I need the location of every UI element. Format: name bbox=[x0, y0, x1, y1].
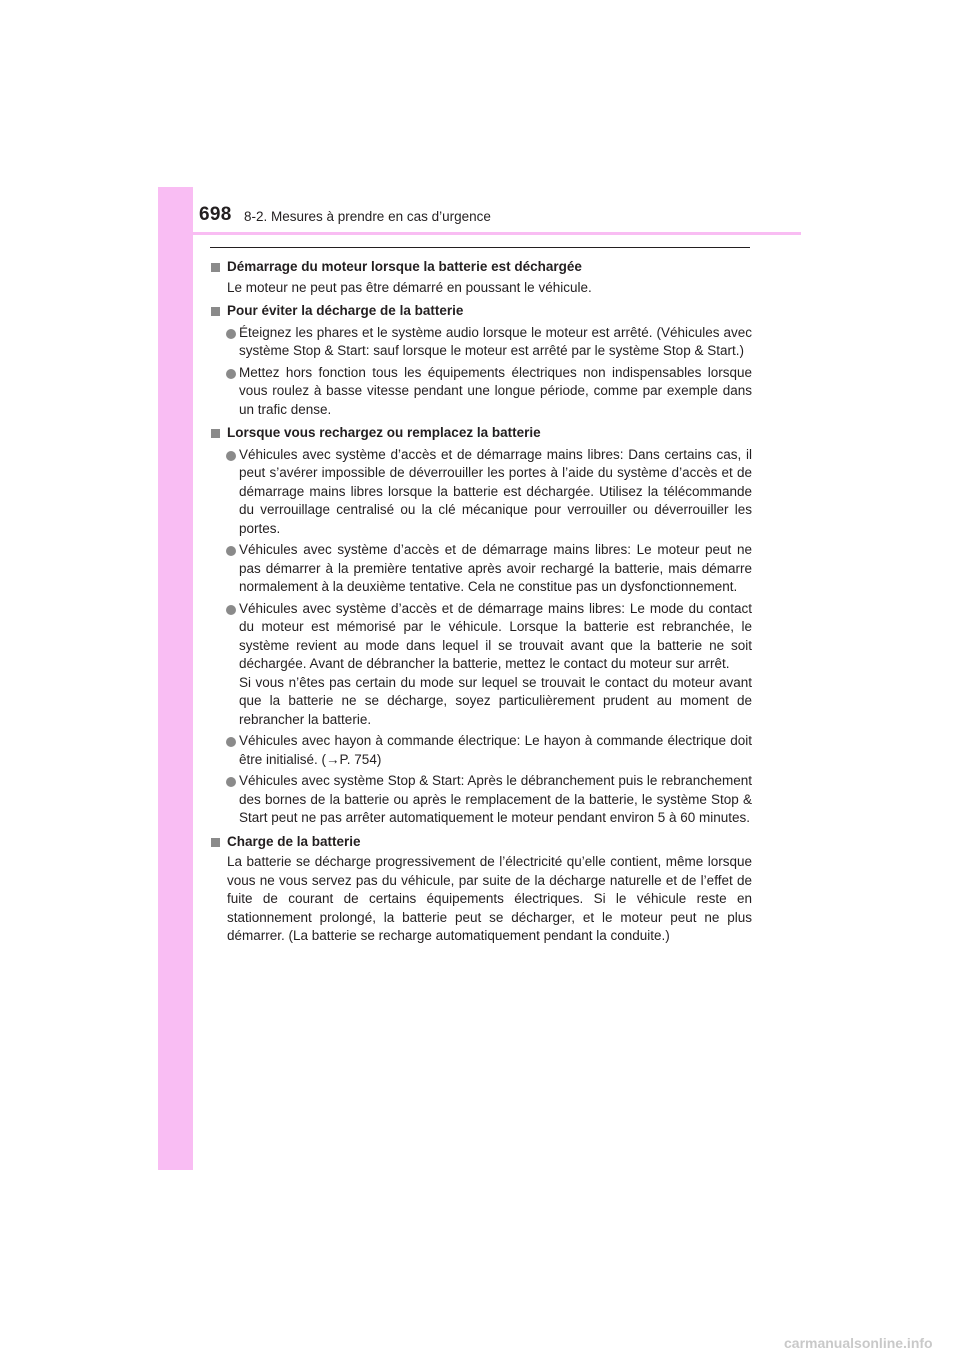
list-item: Véhicules avec système d’accès et de démarrage mains libres: Le mode du contact du moteur est mémorisé par le véhicule. Lorsque la batterie est rebranchée, le système revient au mode dans lequel il se trouvait avant que la batterie ne soit déchargée. Avant de débrancher la batterie, mettez le contact du moteur sur arrêt. Si vous n’êtes pas certain du mode sur lequel se trouvait le contact du moteur avant que la batterie ne se décharge, soyez particulièrement prudent au moment de rebrancher la batterie. bbox=[211, 600, 752, 730]
square-bullet-icon bbox=[211, 429, 220, 438]
heading: Lorsque vous rechargez ou remplacez la batterie bbox=[211, 424, 752, 443]
paragraph: La batterie se décharge progressivement de l’électricité qu’elle contient, même lorsque vous ne vous servez pas du véhicule, par suite de la décharge naturelle et de l’effet de fuite de courant de certains équipements électriques. Si le véhicule reste en stationnement prolongé, la batterie peut se décharger, et le moteur peut ne plus démarrer. (La batterie se recharge automatiquement pendant la conduite.) bbox=[227, 854, 752, 943]
square-bullet-icon bbox=[211, 307, 220, 316]
section-title: 8-2. Mesures à prendre en cas d’urgence bbox=[244, 209, 491, 224]
content-rule bbox=[210, 247, 750, 248]
list-item: Mettez hors fonction tous les équipements électriques non indispensables lorsque vous roulez à basse vitesse pendant une longue période, comme par exemple dans un trafic dense. bbox=[211, 364, 752, 420]
list-item: Véhicules avec système d’accès et de démarrage mains libres: Le moteur peut ne pas démarrer à la première tentative après avoir rechargé la batterie, mais démarre normalement à la deuxième tentative. Cela ne constitue pas un dysfonctionnement. bbox=[211, 541, 752, 597]
circle-bullet-icon bbox=[226, 329, 236, 339]
square-bullet-icon bbox=[211, 838, 220, 847]
circle-bullet-icon bbox=[226, 546, 236, 556]
list-item: Véhicules avec hayon à commande électrique: Le hayon à commande électrique doit être initialisé. (→P. 754) bbox=[211, 732, 752, 769]
heading: Pour éviter la décharge de la batterie bbox=[211, 302, 752, 321]
side-tab-band bbox=[158, 187, 193, 1170]
circle-bullet-icon bbox=[226, 451, 236, 461]
paragraph: Le moteur ne peut pas être démarré en poussant le véhicule. bbox=[227, 279, 592, 295]
circle-bullet-icon bbox=[226, 369, 236, 379]
list-item: Véhicules avec système Stop & Start: Après le débranchement puis le rebranchement des bornes de la batterie ou après le remplacement de la batterie, le système Stop & Start peut ne pas arrêter automatiquement le moteur pendant environ 5 à 60 minutes. bbox=[211, 772, 752, 828]
list-item: Éteignez les phares et le système audio lorsque le moteur est arrêté. (Véhicules avec système Stop & Start: sauf lorsque le moteur est arrêté par le système Stop & Start.) bbox=[211, 324, 752, 361]
square-bullet-icon bbox=[211, 263, 220, 272]
header-rule bbox=[158, 232, 801, 235]
list-item: Véhicules avec système d’accès et de démarrage mains libres: Dans certains cas, il peut s’avérer impossible de déverrouiller les portes à l’aide du système d’accès et de démarrage mains libres lorsque la batterie est déchargée. Utilisez la télécommande du verrouillage centralisé ou la clé mécanique pour verrouiller ou déverrouiller les portes. bbox=[211, 446, 752, 539]
content-body bbox=[211, 258, 752, 946]
page-number: 698 bbox=[199, 204, 232, 225]
watermark: carmanualsonline.info bbox=[784, 1335, 933, 1351]
heading: Charge de la batterie bbox=[211, 833, 752, 852]
circle-bullet-icon bbox=[226, 737, 236, 747]
heading: Démarrage du moteur lorsque la batterie est déchargée bbox=[211, 258, 752, 277]
circle-bullet-icon bbox=[226, 777, 236, 787]
circle-bullet-icon bbox=[226, 605, 236, 615]
